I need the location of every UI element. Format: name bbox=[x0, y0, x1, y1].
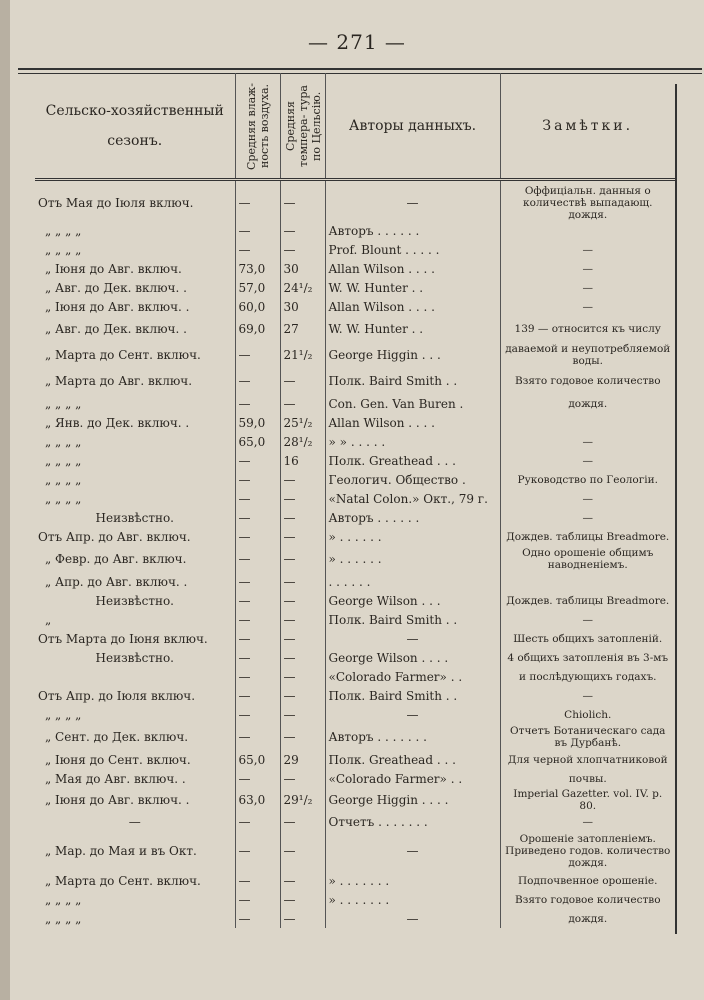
cell-temp: — bbox=[280, 527, 325, 546]
cell-note: Взято годовое количество bbox=[500, 890, 675, 909]
cell-note: Дождев. таблицы Breadmore. bbox=[500, 527, 675, 546]
table-row bbox=[35, 470, 675, 489]
cell-note: 139 — относится къ числу bbox=[500, 316, 675, 342]
table-row bbox=[35, 546, 675, 572]
cell-note: Подпочвенное орошеніе. bbox=[500, 871, 675, 890]
cell-note bbox=[500, 572, 675, 591]
cell-temp: — bbox=[280, 629, 325, 648]
cell-hum: 65,0 bbox=[235, 432, 280, 451]
cell-hum: — bbox=[235, 368, 280, 394]
table-row bbox=[35, 909, 675, 928]
cell-author: Отчетъ . . . . . . . bbox=[325, 812, 500, 831]
cell-temp: 29¹/₂ bbox=[280, 788, 325, 812]
cell-hum: — bbox=[235, 648, 280, 667]
cell-author: George Higgin . . . bbox=[325, 342, 500, 368]
cell-season: „ Іюня до Авг. включ. . bbox=[45, 299, 190, 314]
page-number: — 271 — bbox=[308, 30, 406, 54]
table-row bbox=[35, 394, 675, 413]
cell-author: George Wilson . . . bbox=[325, 591, 500, 610]
cell-temp: — bbox=[280, 705, 325, 724]
right-frame-rule bbox=[675, 84, 677, 934]
book-page bbox=[10, 0, 704, 1000]
table-row bbox=[35, 686, 675, 705]
cell-temp: — bbox=[280, 769, 325, 788]
cell-hum: 69,0 bbox=[235, 316, 280, 342]
header-season: Сельско-хозяйственный сезонъ. bbox=[35, 73, 235, 180]
cell-temp: — bbox=[280, 812, 325, 831]
cell-hum: — bbox=[235, 871, 280, 890]
cell-temp: — bbox=[280, 489, 325, 508]
cell-author: . . . . . . bbox=[325, 572, 500, 591]
cell-season: — bbox=[128, 814, 141, 829]
cell-temp: — bbox=[280, 221, 325, 240]
cell-temp: — bbox=[280, 890, 325, 909]
cell-season: Отъ Марта до Іюня включ. bbox=[38, 631, 208, 646]
cell-hum: — bbox=[235, 546, 280, 572]
cell-hum: — bbox=[235, 705, 280, 724]
cell-author: Геологич. Общество . bbox=[325, 470, 500, 489]
cell-season bbox=[35, 667, 235, 686]
cell-author: — bbox=[325, 180, 500, 222]
cell-note: — bbox=[500, 489, 675, 508]
cell-hum: — bbox=[235, 527, 280, 546]
cell-season: „ Сент. до Дек. включ. bbox=[45, 730, 189, 744]
cell-season: „ Апр. до Авг. включ. . bbox=[45, 574, 188, 589]
table-row bbox=[35, 278, 675, 297]
cell-temp: — bbox=[280, 610, 325, 629]
cell-temp: — bbox=[280, 909, 325, 928]
cell-note: и послѣдующихъ годахъ. bbox=[500, 667, 675, 686]
cell-note: дождя. bbox=[500, 394, 675, 413]
cell-temp: — bbox=[280, 394, 325, 413]
cell-season: „ „ „ „ bbox=[45, 434, 82, 449]
cell-note bbox=[500, 221, 675, 240]
cell-author: » . . . . . . . bbox=[325, 871, 500, 890]
header-notes: Замѣтки. bbox=[500, 73, 675, 180]
table-row bbox=[35, 508, 675, 527]
cell-season: Неизвѣстно. bbox=[95, 510, 174, 525]
cell-temp: 16 bbox=[280, 451, 325, 470]
cell-temp: — bbox=[280, 368, 325, 394]
table-row bbox=[35, 629, 675, 648]
cell-hum: — bbox=[235, 221, 280, 240]
cell-author: Полк. Greathead . . . bbox=[325, 750, 500, 769]
cell-hum: — bbox=[235, 508, 280, 527]
table-row bbox=[35, 871, 675, 890]
cell-note: — bbox=[500, 432, 675, 451]
cell-hum: — bbox=[235, 180, 280, 222]
cell-season: „ „ „ „ bbox=[45, 242, 82, 257]
cell-temp: — bbox=[280, 591, 325, 610]
cell-author: — bbox=[325, 705, 500, 724]
top-rule bbox=[18, 68, 702, 70]
cell-temp: 30 bbox=[280, 297, 325, 316]
cell-note: Imperial Gazetter. vol. IV. p. 80. bbox=[500, 788, 675, 812]
cell-author: Полк. Baird Smith . . bbox=[325, 686, 500, 705]
cell-author: Авторъ . . . . . . bbox=[325, 221, 500, 240]
table-row bbox=[35, 788, 675, 812]
table-row bbox=[35, 591, 675, 610]
cell-season: „ Іюня до Сент. включ. bbox=[45, 752, 191, 767]
table-row bbox=[35, 368, 675, 394]
cell-season: Отъ Апр. до Іюля включ. bbox=[38, 688, 196, 703]
cell-hum: — bbox=[235, 667, 280, 686]
cell-author: Авторъ . . . . . . bbox=[325, 508, 500, 527]
cell-hum: — bbox=[235, 909, 280, 928]
table-row bbox=[35, 240, 675, 259]
cell-hum: — bbox=[235, 686, 280, 705]
cell-season: „ „ „ „ bbox=[45, 223, 82, 238]
table-row bbox=[35, 812, 675, 831]
cell-author: Полк. Baird Smith . . bbox=[325, 368, 500, 394]
cell-hum: — bbox=[235, 394, 280, 413]
cell-season: „ Марта до Сент. включ. bbox=[45, 873, 201, 888]
cell-temp: — bbox=[280, 871, 325, 890]
cell-author: W. W. Hunter . . bbox=[325, 278, 500, 297]
table-row bbox=[35, 769, 675, 788]
cell-author: Allan Wilson . . . . bbox=[325, 413, 500, 432]
cell-season: „ Мая до Авг. включ. . bbox=[45, 771, 186, 786]
table-row bbox=[35, 221, 675, 240]
header-temperature: Средняя темпера- тура по Цельсію. bbox=[280, 73, 325, 180]
cell-temp: — bbox=[280, 470, 325, 489]
cell-hum: — bbox=[235, 489, 280, 508]
cell-temp: — bbox=[280, 546, 325, 572]
cell-note: — bbox=[500, 610, 675, 629]
cell-temp: 27 bbox=[280, 316, 325, 342]
cell-season: Неизвѣстно. bbox=[95, 650, 174, 665]
cell-author: Con. Gen. Van Buren . bbox=[325, 394, 500, 413]
cell-hum: — bbox=[235, 724, 280, 750]
cell-note: Дождев. таблицы Breadmore. bbox=[500, 591, 675, 610]
cell-season: „ Марта до Авг. включ. bbox=[45, 374, 193, 388]
data-table bbox=[35, 73, 675, 928]
cell-temp: — bbox=[280, 686, 325, 705]
cell-temp: — bbox=[280, 724, 325, 750]
cell-season: „ Марта до Сент. включ. bbox=[45, 348, 201, 362]
cell-hum: 59,0 bbox=[235, 413, 280, 432]
cell-hum: — bbox=[235, 572, 280, 591]
table-row bbox=[35, 413, 675, 432]
cell-hum: 73,0 bbox=[235, 259, 280, 278]
table-row bbox=[35, 432, 675, 451]
cell-temp: — bbox=[280, 648, 325, 667]
cell-author: » . . . . . . bbox=[325, 546, 500, 572]
cell-author: Allan Wilson . . . . bbox=[325, 297, 500, 316]
cell-note: Взято годовое количество bbox=[500, 368, 675, 394]
cell-season: „ bbox=[45, 612, 52, 627]
cell-note: — bbox=[500, 278, 675, 297]
table-row bbox=[35, 750, 675, 769]
cell-note: даваемой и неупотребляемой воды. bbox=[500, 342, 675, 368]
table-row bbox=[35, 259, 675, 278]
cell-season: „ Янв. до Дек. включ. . bbox=[45, 415, 190, 430]
cell-author: W. W. Hunter . . bbox=[325, 316, 500, 342]
cell-author: Prof. Blount . . . . . bbox=[325, 240, 500, 259]
cell-temp: — bbox=[280, 240, 325, 259]
cell-note: дождя. bbox=[500, 909, 675, 928]
cell-hum: — bbox=[235, 890, 280, 909]
cell-season: „ „ „ „ bbox=[45, 491, 82, 506]
cell-note: — bbox=[500, 259, 675, 278]
cell-hum: 57,0 bbox=[235, 278, 280, 297]
header-authors: Авторы данныхъ. bbox=[325, 73, 500, 180]
cell-note: — bbox=[500, 508, 675, 527]
table-row bbox=[35, 572, 675, 591]
cell-temp: 29 bbox=[280, 750, 325, 769]
cell-note: почвы. bbox=[500, 769, 675, 788]
cell-note: — bbox=[500, 686, 675, 705]
cell-temp: — bbox=[280, 508, 325, 527]
cell-hum: — bbox=[235, 470, 280, 489]
cell-hum: — bbox=[235, 342, 280, 368]
cell-author: «Colorado Farmer» . . bbox=[325, 769, 500, 788]
cell-season: Отъ Мая до Іюля включ. bbox=[38, 196, 194, 210]
cell-hum: 65,0 bbox=[235, 750, 280, 769]
table-row bbox=[35, 610, 675, 629]
cell-temp: 25¹/₂ bbox=[280, 413, 325, 432]
cell-hum: — bbox=[235, 831, 280, 871]
cell-hum: 63,0 bbox=[235, 788, 280, 812]
cell-hum: — bbox=[235, 591, 280, 610]
header-humidity: Средняя влаж- ность воздуха. bbox=[235, 73, 280, 180]
cell-author: — bbox=[325, 831, 500, 871]
cell-season: „ Авг. до Дек. включ. . bbox=[45, 280, 187, 295]
cell-note: — bbox=[500, 297, 675, 316]
cell-hum: — bbox=[235, 240, 280, 259]
cell-temp: — bbox=[280, 667, 325, 686]
cell-author: Авторъ . . . . . . . bbox=[325, 724, 500, 750]
cell-temp: — bbox=[280, 180, 325, 222]
cell-author: » . . . . . . bbox=[325, 527, 500, 546]
cell-note: Отчетъ Ботаническаго сада въ Дурбанѣ. bbox=[500, 724, 675, 750]
cell-author: «Natal Colon.» Окт., 79 г. bbox=[325, 489, 500, 508]
cell-note: Одно орошеніе общимъ наводненіемъ. bbox=[500, 546, 675, 572]
cell-note: 4 общихъ затопленія въ 3-мъ bbox=[500, 648, 675, 667]
cell-hum: — bbox=[235, 610, 280, 629]
cell-hum: — bbox=[235, 812, 280, 831]
table-row bbox=[35, 489, 675, 508]
table-row bbox=[35, 342, 675, 368]
cell-hum: — bbox=[235, 451, 280, 470]
cell-note: Для черной хлопчатниковой bbox=[500, 750, 675, 769]
cell-note: Орошеніе затопленіемъ. Приведено годов. количество дождя. bbox=[500, 831, 675, 871]
cell-season: „ „ „ „ bbox=[45, 911, 82, 926]
cell-season: „ „ „ „ bbox=[45, 396, 82, 411]
cell-note bbox=[500, 413, 675, 432]
table-row bbox=[35, 890, 675, 909]
cell-author: Полк. Greathead . . . bbox=[325, 451, 500, 470]
cell-note: — bbox=[500, 812, 675, 831]
table-row bbox=[35, 648, 675, 667]
cell-author: «Colorado Farmer» . . bbox=[325, 667, 500, 686]
cell-temp: 30 bbox=[280, 259, 325, 278]
table-row bbox=[35, 180, 675, 222]
table-row bbox=[35, 667, 675, 686]
cell-temp: — bbox=[280, 572, 325, 591]
table-row bbox=[35, 316, 675, 342]
cell-note: Шесть общихъ затопленій. bbox=[500, 629, 675, 648]
cell-author: » » . . . . . bbox=[325, 432, 500, 451]
cell-author: Полк. Baird Smith . . bbox=[325, 610, 500, 629]
cell-season: „ Февр. до Авг. включ. bbox=[45, 552, 187, 566]
cell-author: — bbox=[325, 629, 500, 648]
table-row bbox=[35, 451, 675, 470]
cell-author: — bbox=[325, 909, 500, 928]
cell-author: George Higgin . . . . bbox=[325, 788, 500, 812]
cell-temp: 21¹/₂ bbox=[280, 342, 325, 368]
cell-author: Allan Wilson . . . . bbox=[325, 259, 500, 278]
cell-note: Оффиціальн. данныя о количествѣ выпадающ. дождя. bbox=[500, 180, 675, 222]
cell-hum: 60,0 bbox=[235, 297, 280, 316]
cell-note: — bbox=[500, 451, 675, 470]
table-row bbox=[35, 297, 675, 316]
cell-author: » . . . . . . . bbox=[325, 890, 500, 909]
cell-season: Неизвѣстно. bbox=[95, 593, 174, 608]
cell-season: „ Мар. до Мая и въ Окт. bbox=[45, 844, 197, 858]
cell-season: „ „ „ „ bbox=[45, 892, 82, 907]
cell-temp: — bbox=[280, 831, 325, 871]
cell-season: „ „ „ „ bbox=[45, 453, 82, 468]
header-row bbox=[35, 73, 675, 180]
cell-season: „ Іюня до Авг. включ. bbox=[45, 261, 182, 276]
cell-season: „ „ „ „ bbox=[45, 707, 82, 722]
cell-temp: 28¹/₂ bbox=[280, 432, 325, 451]
cell-season: „ „ „ „ bbox=[45, 472, 82, 487]
cell-note: Руководство по Геологіи. bbox=[500, 470, 675, 489]
cell-season: „ Авг. до Дек. включ. . bbox=[45, 322, 187, 336]
table-row bbox=[35, 831, 675, 871]
cell-author: George Wilson . . . . bbox=[325, 648, 500, 667]
cell-note: — bbox=[500, 240, 675, 259]
cell-temp: 24¹/₂ bbox=[280, 278, 325, 297]
cell-hum: — bbox=[235, 769, 280, 788]
cell-note: Chiolich. bbox=[500, 705, 675, 724]
cell-hum: — bbox=[235, 629, 280, 648]
cell-season: Отъ Апр. до Авг. включ. bbox=[38, 529, 191, 544]
table-row bbox=[35, 705, 675, 724]
table-row bbox=[35, 724, 675, 750]
table-row bbox=[35, 527, 675, 546]
cell-season: „ Іюня до Авг. включ. . bbox=[45, 793, 190, 807]
